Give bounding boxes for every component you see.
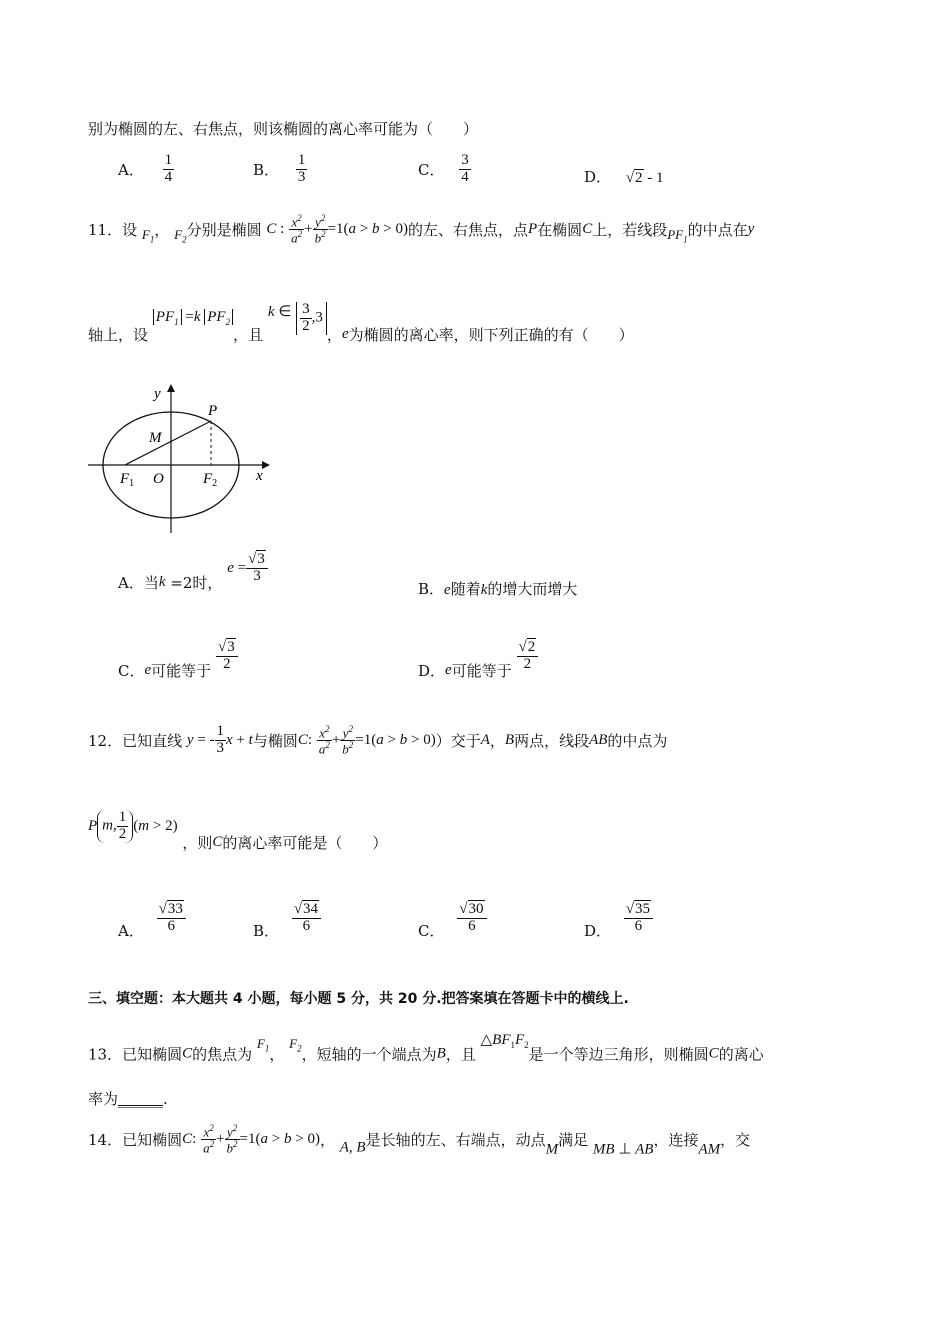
q12-option-c: C． $\frac{√30}{6}$	[418, 902, 487, 935]
q14-line1: 14．已知椭圆C: $\frac{x^2}{a^2}$ + $\frac{y^2}{b^2}$ =1(a > b > 0)， A, B是长轴的左、右端点，动点M满足 MB ⊥ AB，连接AM，交	[88, 1123, 751, 1158]
q11-line1: 11．设 $F_1$， $F_2$分别是椭圆 C : $\frac{x^2}{a^2}$ + $\frac{y^2}{b^2}$ =1(a > b > 0)的左、右焦点，点P在椭圆C上，若线段$PF_1$的中点在y	[88, 213, 755, 246]
q10-option-c: C． $\frac{3}{4}$	[418, 152, 469, 185]
section3-heading: 三、填空题：本大题共 4 小题，每小题 5 分，共 20 分.把答案填在答题卡中的横线上.	[88, 991, 629, 1007]
figure-f1-label: $F_1$	[120, 471, 135, 489]
q12-option-a: A． $\frac{√33}{6}$	[118, 902, 186, 935]
figure-m-label: M	[149, 430, 162, 446]
q10-option-d: D． √2 - 1	[584, 168, 664, 186]
q11-option-c: C．e可能等于 $\frac{√3}{2}$	[118, 640, 238, 673]
q11-option-d: D．e可能等于 $\frac{√2}{2}$	[418, 640, 538, 673]
q10-tail-text: 别为椭圆的左、右焦点，则该椭圆的离心率可能为（ ）	[88, 120, 479, 138]
q11-option-a: A．当k =2时， e = $\frac{√3}{3}$	[118, 552, 268, 585]
q11-option-b: B．e随着k的增大而增大	[418, 580, 578, 598]
ellipse-figure	[86, 378, 276, 538]
q13-line2: 率为______.	[88, 1090, 168, 1108]
figure-f2-label: $F_2$	[203, 471, 218, 489]
figure-p-label: P	[208, 403, 218, 419]
q10-option-b: B． $\frac{1}{3}$	[253, 152, 306, 185]
q11-line2: 轴上，设 $PF_1 =k$ $PF_2$，且 k ∈ $\frac{3}{2}$ ,3，e为椭圆的离心率，则下列正确的有（ ）	[88, 301, 634, 344]
figure-o-label: O	[153, 471, 164, 487]
figure-y-label: y	[154, 386, 161, 402]
q13-answer-blank[interactable]: ______	[118, 1090, 164, 1108]
q10-option-a: A． $\frac{1}{4}$	[118, 152, 173, 185]
q13-line1: 13．已知椭圆C的焦点为 $F_1$， $F_2$，短轴的一个端点为B，且 $\triangle BF_1F_2$是一个等边三角形，则椭圆C的离心	[88, 1032, 764, 1064]
q12-option-d: D． $\frac{√35}{6}$	[584, 902, 653, 935]
q12-line2: P m, $\frac{1}{2}$ (m > 2) ，则C的离心率可能是（ ）	[88, 809, 388, 852]
q12-option-b: B． $\frac{√34}{6}$	[253, 902, 321, 935]
figure-x-label: x	[256, 468, 263, 484]
q12-line1: 12．已知直线 y = - $\frac{1}{3}$ x + t与椭圆C: $\frac{x^2}{a^2}$ + $\frac{y^2}{b^2}$ =1(a > b > 0)）交于A，B两点，线段AB的中点为	[88, 723, 668, 757]
